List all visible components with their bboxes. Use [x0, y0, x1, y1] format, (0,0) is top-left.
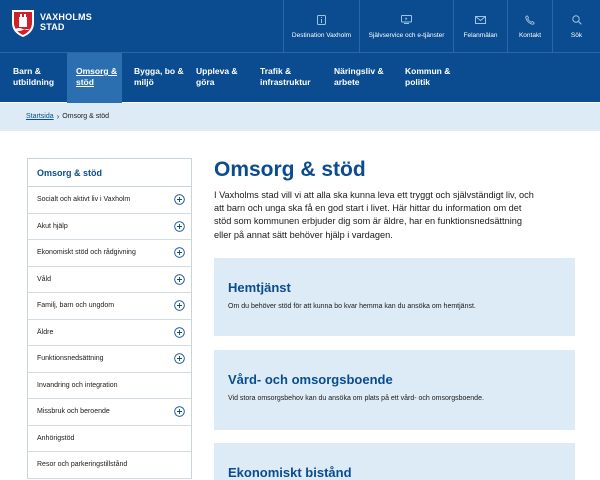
breadcrumb-home-link[interactable]: Startsida [26, 113, 54, 120]
sidebar-item-label: Våld [37, 275, 52, 283]
nav-item-omsorg-stod[interactable] [67, 53, 122, 103]
breadcrumb-separator: › [56, 112, 60, 121]
nav-label-line-1: Bygga, bo & [134, 66, 184, 76]
sidebar-item-label: Anhörigstöd [37, 434, 75, 442]
utility-label: Kontakt [518, 31, 542, 39]
card-title[interactable]: Hemtjänst [228, 280, 291, 295]
sidebar-item-missbruk-beroende[interactable] [28, 399, 191, 426]
logo-text [40, 12, 92, 32]
lead-line: stöd som kommunen erbjuder dig som är äldre, har en funktionsnedsättning [214, 216, 522, 227]
mail-icon [475, 14, 487, 26]
nav-item-kommun-politik[interactable] [405, 53, 450, 103]
nav-label-line-1: Uppleva & [196, 66, 238, 76]
lead-line: att barn och unga ska få en god start i livet. Här hittar du information om det [214, 203, 522, 214]
nav-item-bygga-bo-miljo[interactable] [134, 53, 184, 103]
nav-label-line-2: göra [196, 77, 215, 87]
utility-label: Självservice och e-tjänster [368, 31, 445, 39]
card-hemtjanst[interactable] [214, 258, 575, 336]
utility-self-service[interactable] [359, 0, 453, 52]
lead-line: I Vaxholms stad vill vi att alla ska kunna leva ett tryggt och självständigt liv, och [214, 190, 534, 200]
utility-label: Destination Vaxholm [291, 31, 352, 39]
nav-label-line-2: politik [405, 77, 431, 87]
nav-label-line-1: Kommun & [405, 66, 451, 76]
sidebar-item-vald[interactable] [28, 267, 191, 294]
expand-plus-icon[interactable] [174, 221, 185, 232]
lead-line: eller på annat sätt behöver hjälp i vardagen. [214, 229, 393, 240]
logo[interactable] [10, 8, 92, 38]
main-navigation [0, 52, 600, 102]
utility-label: Sök [570, 31, 583, 39]
nav-label-line-1: Näringsliv & [334, 66, 384, 76]
sidebar-item-label: Missbruk och beroende [37, 408, 110, 415]
breadcrumb-bar [0, 103, 600, 131]
logo-line-1: VAXHOLMS [40, 12, 92, 22]
sidebar-item-invandring-integration[interactable] [28, 373, 191, 400]
nav-label-line-2: infrastruktur [260, 77, 311, 87]
utility-report-fault[interactable] [453, 0, 507, 52]
sidebar-navigation [27, 158, 192, 479]
utility-search[interactable] [552, 0, 600, 52]
sidebar-title[interactable]: Omsorg & stöd [28, 159, 191, 187]
nav-label-text: Omsorg & [76, 66, 118, 76]
card-text: Om du behöver stöd för att kunna bo kvar hemma kan du ansöka om hemtjänst. [228, 303, 476, 310]
expand-plus-icon[interactable] [174, 247, 185, 258]
utility-destination-vaxholm[interactable] [283, 0, 359, 52]
expand-plus-icon[interactable] [174, 406, 185, 417]
nav-item-trafik-infrastruktur[interactable] [260, 53, 311, 103]
sidebar-item-funktionsnedsattning[interactable] [28, 346, 191, 373]
nav-label-line-2 [76, 77, 122, 88]
nav-item-uppleva-gora[interactable] [196, 53, 238, 103]
expand-plus-icon[interactable] [174, 353, 185, 364]
nav-label-line-2: arbete [334, 77, 360, 87]
sidebar-item-ekonomiskt-stod[interactable] [28, 240, 191, 267]
expand-plus-icon[interactable] [174, 274, 185, 285]
nav-label-line-1: Barn & [13, 66, 41, 76]
sidebar-item-label: Resor och parkeringstillstånd [37, 461, 128, 468]
nav-label-line-2: utbildning [13, 77, 55, 87]
monitor-icon [401, 14, 413, 26]
nav-item-naringsliv-arbete[interactable] [334, 53, 384, 103]
sidebar-item-aldre[interactable] [28, 320, 191, 347]
main-content [214, 158, 576, 242]
expand-plus-icon[interactable] [174, 327, 185, 338]
card-vard-omsorgsboende[interactable] [214, 350, 575, 430]
card-title[interactable]: Vård- och omsorgsboende [228, 372, 393, 387]
sidebar-item-resor-parkering[interactable] [28, 452, 191, 479]
sidebar-item-label: Funktionsnedsättning [37, 355, 104, 362]
breadcrumb [26, 112, 109, 121]
utility-label: Felanmälan [463, 31, 498, 39]
sidebar-item-label: Socialt och aktivt liv i Vaxholm [37, 196, 131, 203]
sidebar-item-label: Äldre [37, 328, 54, 336]
sidebar-item-label: Akut hjälp [37, 222, 68, 230]
top-bar [0, 0, 600, 52]
sidebar-item-label: Ekonomiskt stöd och rådgivning [37, 249, 136, 256]
nav-label-line-1 [76, 66, 122, 77]
nav-label-text: stöd [76, 77, 94, 87]
sidebar-item-socialt-aktivt-liv[interactable] [28, 187, 191, 214]
sidebar-item-label: Invandring och integration [37, 381, 118, 389]
sidebar-item-akut-hjalp[interactable] [28, 214, 191, 241]
expand-plus-icon[interactable] [174, 300, 185, 311]
info-icon [316, 14, 328, 26]
logo-line-2: STAD [40, 22, 65, 32]
lead-paragraph [214, 189, 576, 242]
search-icon [571, 14, 583, 26]
card-ekonomiskt-bistand[interactable] [214, 443, 575, 480]
nav-label-line-2: miljö [134, 77, 154, 87]
nav-label-line-1: Trafik & [260, 66, 292, 76]
sidebar-item-familj-barn-ungdom[interactable] [28, 293, 191, 320]
coat-of-arms-icon [10, 8, 36, 38]
expand-plus-icon[interactable] [174, 194, 185, 205]
nav-item-barn-utbildning[interactable] [13, 53, 54, 103]
card-title[interactable]: Ekonomiskt bistånd [228, 465, 352, 480]
page-title: Omsorg & stöd [214, 158, 366, 181]
card-text: Vid stora omsorgsbehov kan du ansöka om plats på ett vård- och omsorgsboende. [228, 395, 484, 402]
sidebar-item-anhorigstod[interactable] [28, 426, 191, 453]
phone-icon [524, 14, 536, 26]
sidebar-item-label: Familj, barn och ungdom [37, 302, 115, 309]
breadcrumb-current: Omsorg & stöd [62, 113, 109, 120]
utility-contact[interactable] [507, 0, 552, 52]
